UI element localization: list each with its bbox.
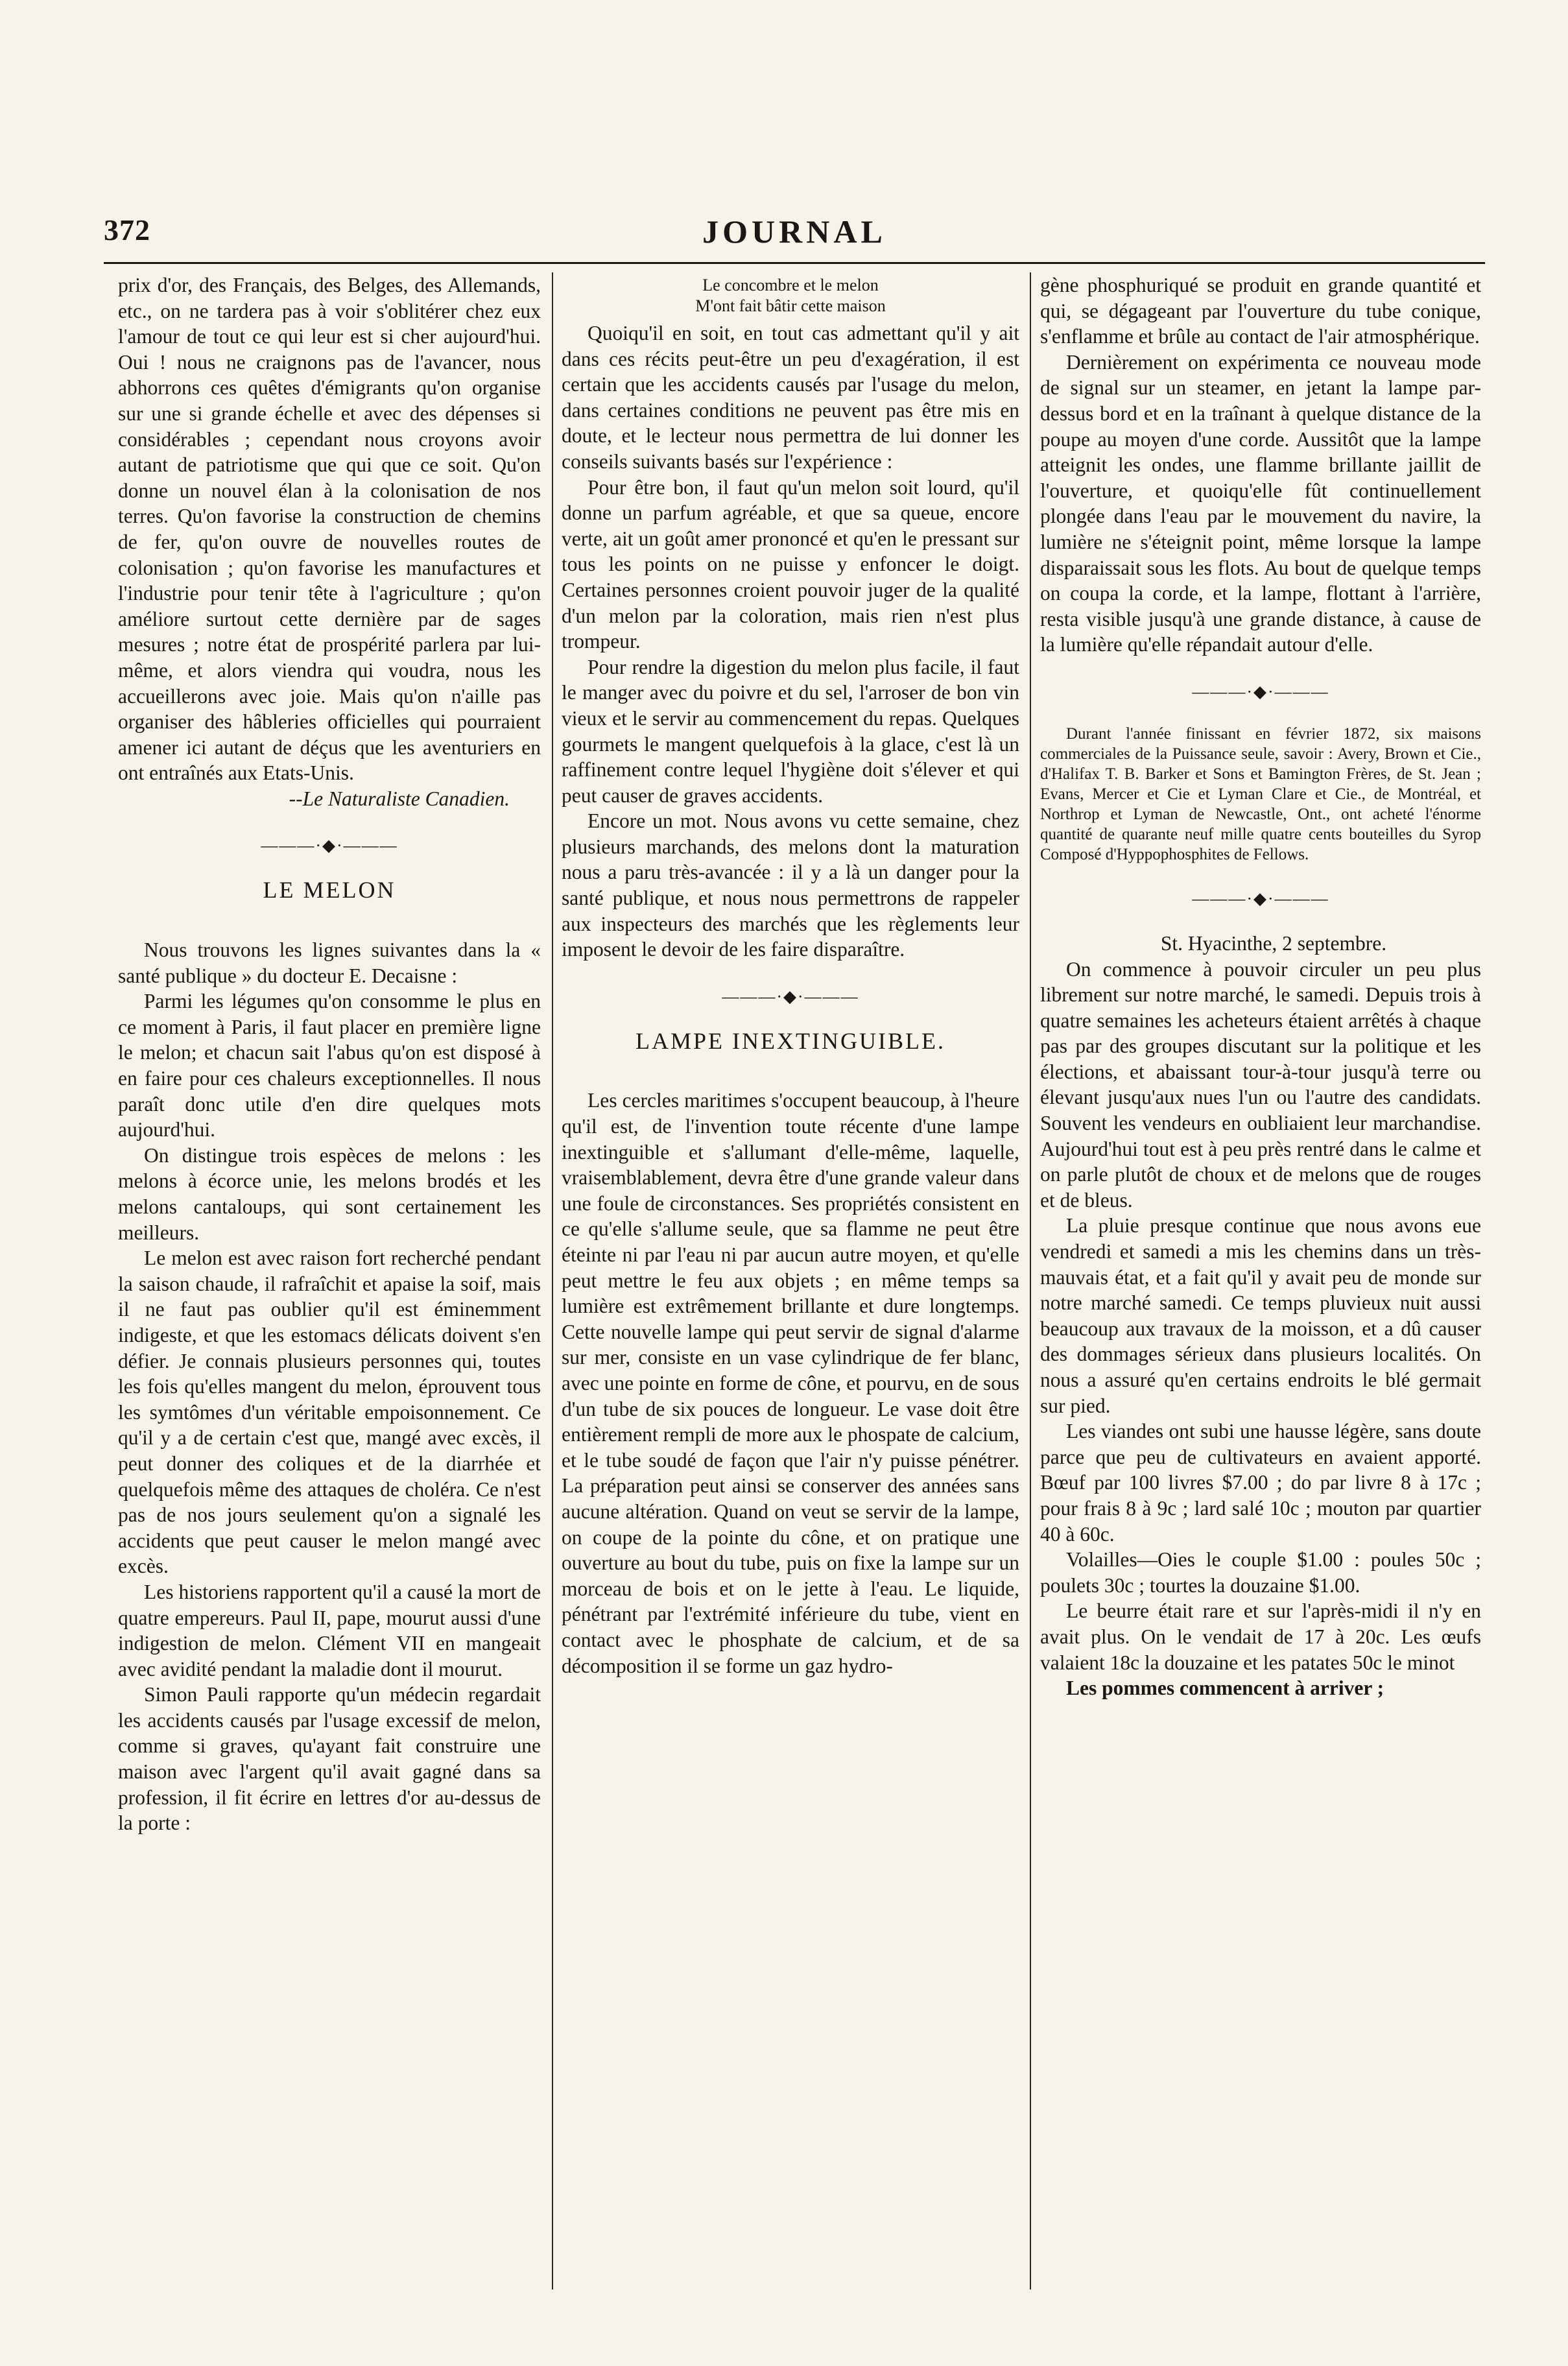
column-1 [118, 272, 541, 2289]
page-number: 372 [104, 213, 150, 246]
paragraph: La pluie presque continue que nous avons eue vendredi et samedi a mis les chemins dans un très-mauvais état, et a fait qu'il y avait peu de monde sur notre marché samedi. Ce temps pluvieux nuit aussi beaucoup aux travaux de la moisson, et a dû causer des dommages sérieux dans plusieurs localités. On nous a assuré qu'en certains endroits le blé germait sur pied. [1040, 1214, 1481, 1417]
paragraph: Le melon est avec raison fort recherché pendant la saison chaude, il rafraîchit et apaise la soif, mais il ne faut pas oublier qu'il est éminemment indigeste, et que les estomacs délicats doivent s'en défier. Je connais plusieurs personnes qui, toutes les fois qu'elles mangent du melon, éprouvent tous les symtômes d'un véritable empoisonnement. Ce qu'il y a de certain c'est que, mangé avec excès, il peut donner des coliques et de la diarrhée et quelquefois même des attaques de choléra. Ce n'est pas de nos jours seulement qu'on a signalé les accidents que peut causer le melon mangé avec excès. [118, 1247, 541, 1578]
paragraph: Pour être bon, il faut qu'un melon soit lourd, qu'il donne un parfum agréable, et que sa queue, encore verte, ait un goût amer prononcé et qu'en le pressant sur tous les points on ne puisse y enfoncer le doigt. Certaines personnes croient pouvoir juger de la qualité d'un melon par la coloration, mais rien n'est plus trompeur. [562, 475, 1019, 653]
ornamental-separator: ———·◆·——— [1192, 889, 1329, 908]
paragraph: prix d'or, des Français, des Belges, des Allemands, etc., on ne tardera pas à voir s'oblitérer chez eux l'amour de tout ce qui leur est si cher aujourd'hui. Oui ! nous ne craignons pas de l'avancer, nous abhorrons ces quêtes d'émigrants qu'on organise sur une si grande échelle et avec des dépenses si considérables ; cependant nous croyons avoir autant de patriotisme que qui que ce soit. Qu'on donne un nouvel élan à la colonisation de nos terres. Qu'on favorise la construction de chemins de fer, qu'on ouvre de nouvelles routes de colonisation ; qu'on favorise les manufactures et l'industrie pour tenir tête à l'agriculture ; qu'on améliore surtout cette dernière par de sages mesures ; notre état de prospérité parlera par lui-même, et alors viendra qui voudra, nous les accueillerons avec joie. Mais qu'on n'aille pas organiser des hâbleries officielles qui pourraient amener ici autant de déçus que les aventuriers en ont entraînés aux Etats-Unis. [118, 274, 541, 785]
paragraph: Pour rendre la digestion du melon plus facile, il faut le manger avec du poivre et du sel, l'arroser de bon vin vieux et le servir au commencement du repas. Quelques gourmets le mangent quelquefois à la glace, c'est là un raffinement contre lequel l'hygiène doit s'élever et qui peut causer de graves accidents. [562, 655, 1019, 807]
dateline: St. Hyacinthe, 2 septembre. [1160, 931, 1387, 955]
paragraph: Les viandes ont subi une hausse légère, sans doute parce que peu de cultivateurs en avaient apporté. Bœuf par 100 livres $7.00 ; do par livre 8 à 17c ; pour frais 8 à 9c ; lard salé 10c ; mouton par quartier 40 à 60c. [1040, 1420, 1481, 1546]
page-header [104, 213, 1485, 258]
paragraph: Parmi les légumes qu'on consomme le plus en ce moment à Paris, il faut placer en première ligne le melon; et chacun sait l'abus qu'on est disposé à en faire pour ces chaleurs exceptionnelles. Il nous paraît donc utile d'en dire quelques mots aujourd'hui. [118, 990, 541, 1141]
column-rule-1 [552, 272, 553, 2289]
ornamental-separator: ———·◆·——— [722, 986, 859, 1006]
paragraph: On distingue trois espèces de melons : les melons à écorce unie, les melons brodés et les melons cantaloups, qui sont certainement les meilleurs. [118, 1143, 541, 1244]
article-heading: LAMPE INEXTINGUIBLE. [636, 1027, 945, 1054]
ornamental-separator: ———·◆·——— [261, 836, 398, 855]
notice-text: Durant l'année finissant en février 1872, six maisons commerciales de la Puissance seule, savoir : Avery, Brown et Cie., d'Halifax T. B. Barker et Sons et Bamington Frères, de St. Jean ; Evans, Mercer et Cie et Lyman Clare et Cie., de Montréal, et Northrop et Lyman de Newcastle, Ont., ont acheté l'énorme quantité de quarante neuf mille quatre cents bouteilles du Syrop Composé d'Hyppophosphites de Fellows. [1040, 724, 1481, 863]
column-3 [1040, 272, 1481, 2289]
paragraph: Encore un mot. Nous avons vu cette semaine, chez plusieurs marchands, des melons dont la maturation nous a paru très-avancée : il y a là un danger pour la santé publique, et nous nous permettrons de rappeler aux inspecteurs des marchés que les règlements leur imposent le devoir de les faire disparaître. [562, 809, 1019, 961]
paragraph: gène phosphuriqué se produit en grande quantité et qui, se dégageant par l'ouverture du tube conique, s'enflamme et brûle au contact de l'air atmosphérique. [1040, 274, 1481, 348]
paragraph: Les pommes commencent à arriver ; [1066, 1677, 1384, 1700]
paragraph: Simon Pauli rapporte qu'un médecin regardait les accidents causés par l'usage excessif de melon, comme si graves, qu'ayant fait construire une maison avec l'argent qu'il avait gagné dans sa profession, il fit écrire en lettres d'or au-dessus de la porte : [118, 1683, 541, 1835]
running-title: JOURNAL [702, 213, 886, 250]
column-rule-2 [1030, 272, 1031, 2289]
epigraph-line: Le concombre et le melon [702, 276, 879, 294]
column-2 [562, 272, 1019, 2289]
epigraph-line: M'ont fait bâtir cette maison [695, 296, 886, 315]
ornamental-separator: ———·◆·——— [1192, 682, 1329, 701]
advertisement-notice [1040, 724, 1481, 865]
paragraph: Le beurre était rare et sur l'après-midi il n'y en avait plus. On le vendait de 17 à 20c. Les œufs valaient 18c la douzaine et les patates 50c le minot [1040, 1599, 1481, 1674]
paragraph: On commence à pouvoir circuler un peu plus librement sur notre marché, le samedi. Depuis trois à quatre semaines les acheteurs étaient arrêtés à chaque pas par des groupes discutant sur la politique et les élections, et abaissant tour-à-tour jusqu'à terre ou élevant jusqu'aux nues l'un ou l'autre des candidats. Souvent les vendeurs en oubliaient leur marchandise. Aujourd'hui tout est à peu près rentré dans le calme et on parle plutôt de choux et de melons que de rouges et de bleus. [1040, 957, 1481, 1212]
paragraph: Quoiqu'il en soit, en tout cas admettant qu'il y ait dans ces récits peut-être un peu d'exagération, il est certain que les accidents causés par l'usage du melon, dans certaines conditions ne peuvent pas être mis en doute, et le lecteur nous permettra de lui donner les conseils suivants basés sur l'expérience : [562, 322, 1019, 473]
paragraph: Volailles—Oies le couple $1.00 : poules 50c ; poulets 30c ; tourtes la douzaine $1.00. [1040, 1548, 1481, 1597]
article-heading: LE MELON [263, 877, 396, 903]
paragraph: Les cercles maritimes s'occupent beaucoup, à l'heure qu'il est, de l'invention toute récente d'une lampe inextinguible et s'allumant d'elle-même, laquelle, vraisemblablement, devra être d'une grande valeur dans une foule de circonstances. Ses propriétés consistent en ce qu'elle s'allume seule, que sa flamme ne peut être éteinte ni par l'eau ni par aucun autre moyen, et qu'elle peut mettre le feu aux objets ; en même temps sa lumière est extrêmement brillante et dure longtemps. Cette nouvelle lampe qui peut servir de signal d'alarme sur mer, consiste en un vase cylindrique de fer blanc, avec une pointe en forme de cône, et pourvu, en de sous d'un tube de six pouces de longueur. Le vase doit être entièrement rempli de more aux le phospate de calcium, et le tube soudé de façon que l'air n'y puisse pénétrer. La préparation peut ainsi se conserver des années sans aucune altération. Quand on veut se servir de la lampe, on coupe de la pointe du cône, et on pratique une ouverture au bout du tube, puis on fixe la lampe sur un morceau de bois et on le jette à l'eau. Le liquide, pénétrant par l'extrémité inférieure du tube, vient en contact avec le phosphate de calcium, et de sa décomposition il se forme un gaz hydro- [562, 1089, 1019, 1677]
source-signature: --Le Naturaliste Canadien. [289, 787, 510, 810]
header-rule [104, 262, 1485, 264]
epigraph [562, 275, 1019, 317]
paragraph: Nous trouvons les lignes suivantes dans la « santé publique » du docteur E. Decaisne : [118, 938, 541, 987]
paragraph: Dernièrement on expérimenta ce nouveau mode de signal sur un steamer, en jetant la lampe par-dessus bord et en la traînant à quelque distance de la poupe au moyen d'une corde. Aussitôt que la lampe atteignit les ondes, une flamme brillante jaillit de l'ouverture, et quoiqu'elle fût continuellement plongée dans l'eau par le mouvement du navire, la lumière ne s'éteignit point, même lorsque la lampe disparaissait sous les flots. Au bout de quelque temps on coupa la corde, et la lampe, flottant à l'arrière, resta visible jusqu'à une grande distance, à cause de la lumière qu'elle répandait autour d'elle. [1040, 350, 1481, 656]
paragraph: Les historiens rapportent qu'il a causé la mort de quatre empereurs. Paul II, pape, mourut aussi d'une indigestion de melon. Clément VII en mangeait avec avidité pendant la maladie dont il mourut. [118, 1580, 541, 1680]
